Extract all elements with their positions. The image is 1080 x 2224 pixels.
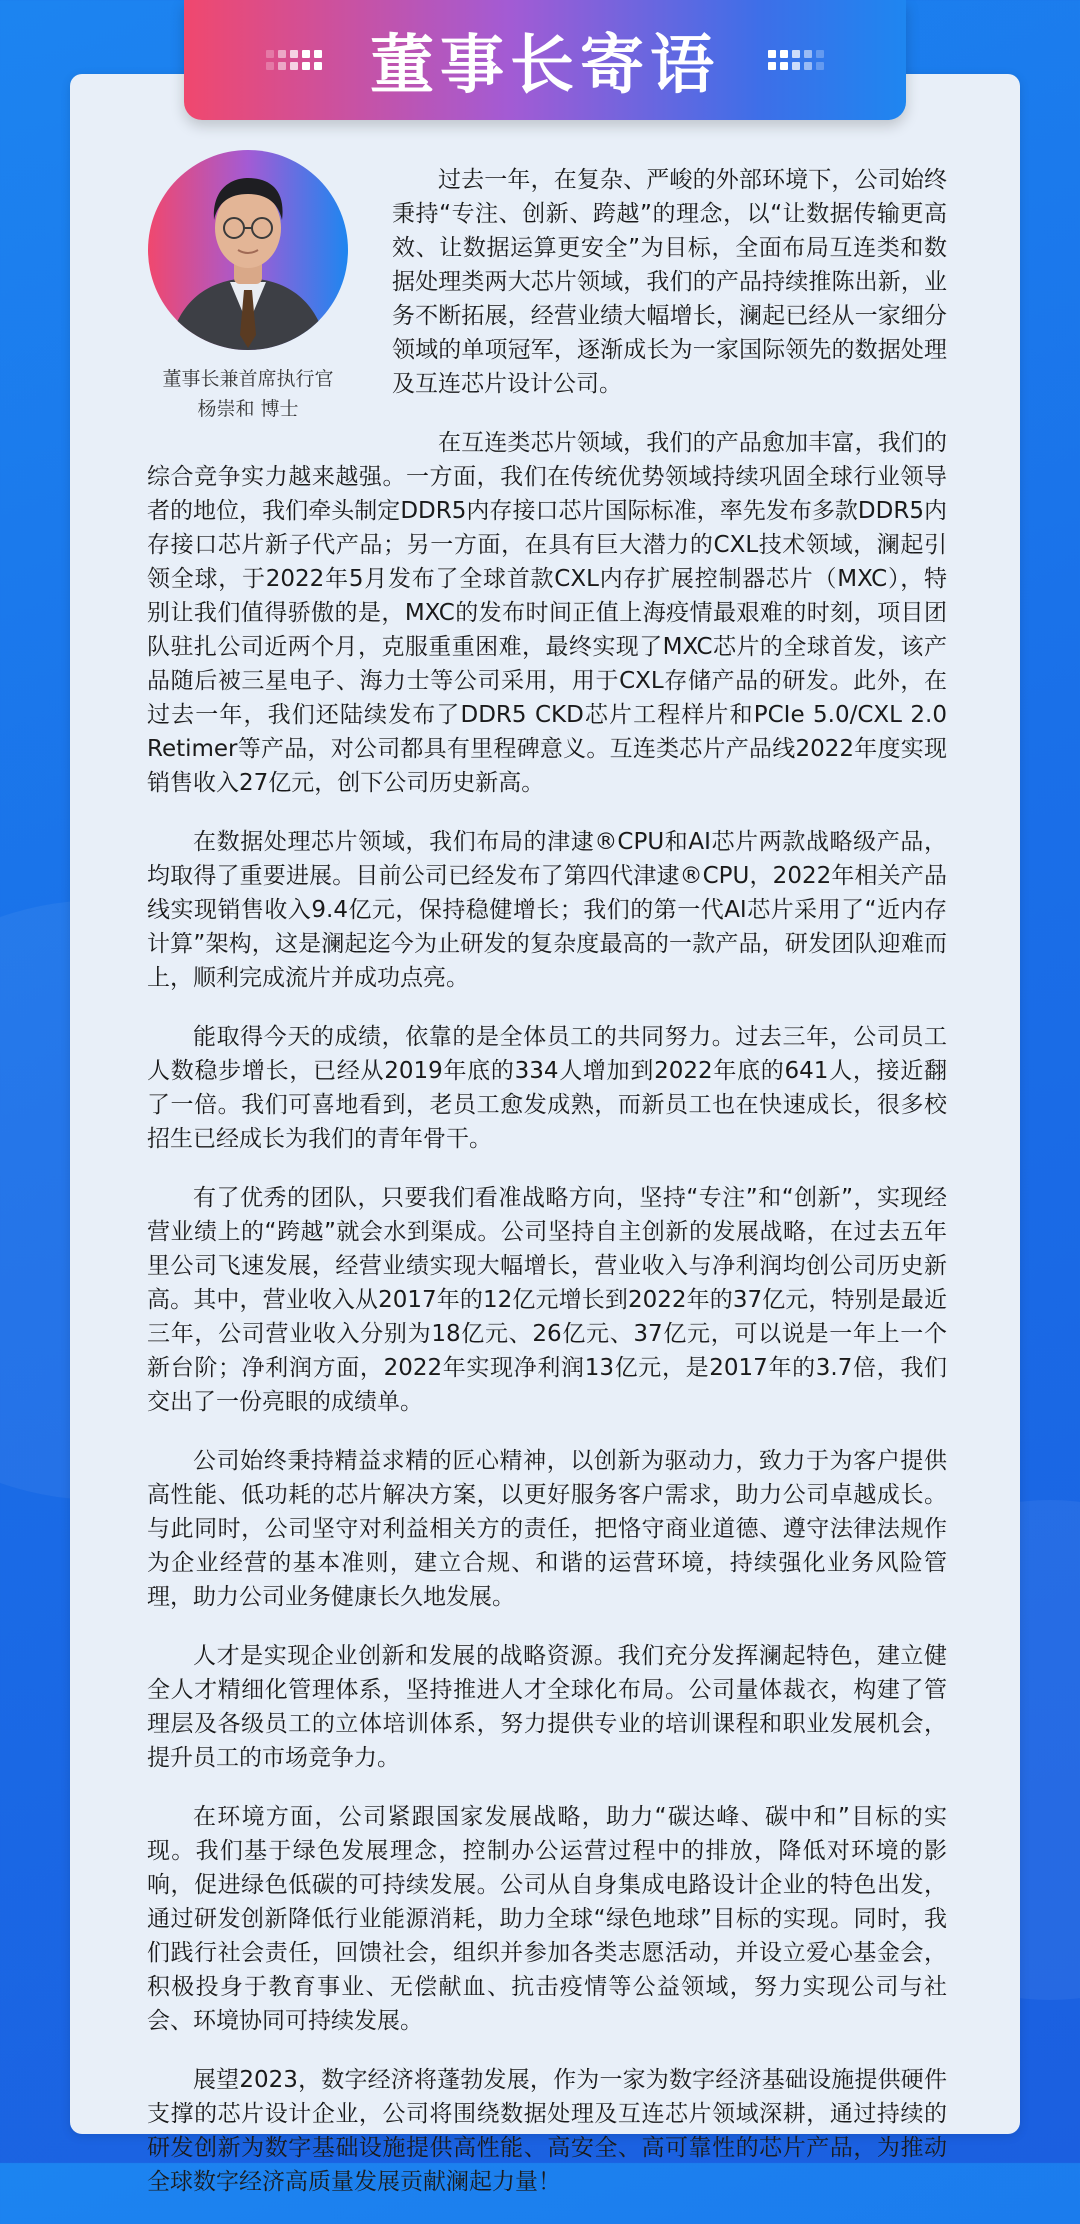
caption-role: 董事长兼首席执行官 bbox=[162, 368, 334, 390]
paragraph: 有了优秀的团队，只要我们看准战略方向，坚持“专注”和“创新”，实现经营业绩上的“跨越”就会水到渠成。公司坚持自主创新的发展战略，在过去五年里公司飞速发展，经营业绩实现大幅增长，营业收入与净利润均创公司历史新高。其中，营业收入从2017年的12亿元增长到2022年的37亿元，特别是最近三年，公司营业收入分别为18亿元、26亿元、37亿元，可以说是一年上一个新台阶；净利润方面，2022年实现净利润13亿元，是2017年的3.7倍，我们交出了一份亮眼的成绩单。 bbox=[147, 1185, 947, 1415]
portrait-spacer bbox=[147, 163, 392, 448]
paragraph: 展望2023，数字经济将蓬勃发展，作为一家为数字经济基础设施提供硬件支撑的芯片设计企业，公司将围绕数据处理及互连芯片领域深耕，通过持续的研发创新为数字基础设施提供高性能、高安全、高可靠性的芯片产品，为推动全球数字经济高质量发展贡献澜起力量！ bbox=[147, 2067, 947, 2195]
paragraph: 在环境方面，公司紧跟国家发展战略，助力“碳达峰、碳中和”目标的实现。我们基于绿色发展理念，控制办公运营过程中的排放，降低对环境的影响，促进绿色低碳的可持续发展。公司从自身集成电路设计企业的特色出发，通过研发创新降低行业能源消耗，助力全球“绿色地球”目标的实现。同时，我们践行社会责任，回馈社会，组织并参加各类志愿活动，并设立爱心基金会，积极投身于教育事业、无偿献血、抗击疫情等公益领域，努力实现公司与社会、环境协同可持续发展。 bbox=[147, 1804, 947, 2034]
letter-body bbox=[147, 163, 947, 2224]
header-banner bbox=[184, 0, 906, 120]
paragraph: 能取得今天的成绩，依靠的是全体员工的共同努力。过去三年，公司员工人数稳步增长，已经从2019年底的334人增加到2022年底的641人，接近翻了一倍。我们可喜地看到，老员工愈发成熟，而新员工也在快速成长，很多校招生已经成长为我们的青年骨干。 bbox=[147, 1024, 947, 1152]
page-title: 董事长寄语 bbox=[370, 29, 720, 103]
dots-decoration-left-icon bbox=[266, 50, 322, 70]
paragraph: 人才是实现企业创新和发展的战略资源。我们充分发挥澜起特色，建立健全人才精细化管理体系，坚持推进人才全球化布局。公司量体裁衣，构建了管理层及各级员工的立体培训体系，努力提供专业的培训课程和职业发展机会，提升员工的市场竞争力。 bbox=[147, 1643, 947, 1771]
paragraph: 在互连类芯片领域，我们的产品愈加丰富，我们的综合竞争实力越来越强。一方面，我们在传统优势领域持续巩固全球行业领导者的地位，我们牵头制定DDR5内存接口芯片国际标准，率先发布多款DDR5内存接口芯片新子代产品；另一方面，在具有巨大潜力的CXL技术领域，澜起引领全球，于2022年5月发布了全球首款CXL内存扩展控制器芯片（MXC），特别让我们值得骄傲的是，MXC的发布时间正值上海疫情最艰难的时刻，项目团队驻扎公司近两个月，克服重重困难，最终实现了MXC芯片的全球首发，该产品随后被三星电子、海力士等公司采用，用于CXL存储产品的研发。此外，在过去一年，我们还陆续发布了DDR5 CKD芯片工程样片和PCIe 5.0/CXL 2.0 Retimer等产品，对公司都具有里程碑意义。互连类芯片产品线2022年度实现销售收入27亿元，创下公司历史新高。 bbox=[147, 430, 947, 796]
paragraph: 在数据处理芯片领域，我们布局的津逮®CPU和AI芯片两款战略级产品，均取得了重要进展。目前公司已经发布了第四代津逮®CPU，2022年相关产品线实现销售收入9.4亿元，保持稳健增长；我们的第一代AI芯片采用了“近内存计算”架构，这是澜起迄今为止研发的复杂度最高的一款产品，研发团队迎难而上，顺利完成流片并成功点亮。 bbox=[147, 829, 947, 991]
caption-name: 杨崇和 博士 bbox=[197, 398, 299, 420]
dots-decoration-right-icon bbox=[768, 50, 824, 70]
letter-card bbox=[70, 74, 1020, 2195]
paragraph: 公司始终秉持精益求精的匠心精神，以创新为驱动力，致力于为客户提供高性能、低功耗的芯片解决方案，以更好服务客户需求，助力公司卓越成长。与此同时，公司坚守对利益相关方的责任，把恪守商业道德、遵守法律法规作为企业经营的基本准则，建立合规、和谐的运营环境，持续强化业务风险管理，助力公司业务健康长久地发展。 bbox=[147, 1448, 947, 1610]
paragraph: 过去一年，在复杂、严峻的外部环境下，公司始终秉持“专注、创新、跨越”的理念，以“让数据传输更高效、让数据运算更安全”为目标，全面布局互连类和数据处理类两大芯片领域，我们的产品持续推陈出新，业务不断拓展，经营业绩大幅增长，澜起已经从一家细分领域的单项冠军，逐渐成长为一家国际领先的数据处理及互连芯片设计公司。 bbox=[392, 167, 947, 397]
